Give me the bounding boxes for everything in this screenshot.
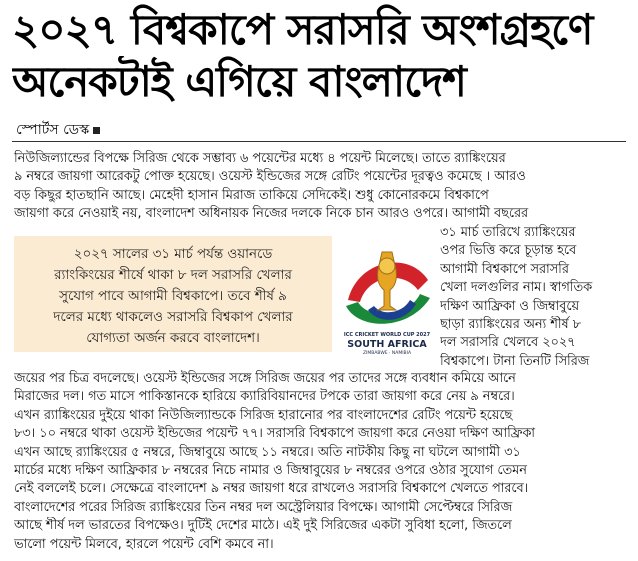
pull-quote <box>14 236 332 352</box>
text-line: আছে শীর্ষ দল ভারতের বিপক্ষেও। দুটিই দেশের মাঠে। এই দুই সিরিজের একটা সুবিধা হলো, জিতলে <box>14 518 512 534</box>
text-line: ওপর ভিত্তি করে চূড়ান্ত হবে <box>440 243 577 259</box>
square-bullet-icon <box>93 127 100 134</box>
byline-desk: স্পোর্টস ডেস্ক <box>16 122 90 138</box>
text-line: জায়গা করে নেওয়াই নয়, বাংলাদেশ অধিনায়ক নিজের দলকে নিকে চান আরও ওপরে। আগামী বছরের <box>14 206 529 222</box>
logo-caption-1: ICC CRICKET WORLD CUP 2027 <box>343 332 431 338</box>
text-line: বড় কিছুর হাতছানি আছে। মেহেদী হাসান মিরাজ তাকিয়ে সেদিকেই। শুধু কোনোরকমে বিশ্বকাপে <box>14 187 489 203</box>
text-line: বিশ্বকাপে। টানা তিনটি সিরিজ <box>440 353 590 369</box>
pull-quote-line: ২০২৭ সালের ৩১ মার্চ পর্যন্ত ওয়ানডে <box>73 247 273 262</box>
byline <box>16 118 100 142</box>
text-line: এখন র‍্যাঙ্কিংয়ের দুইয়ে থাকা নিউজিল্যান্ডকে সিরিজ হারানোর পর বাংলাদেশের রেটিং পয়েন্ট হয়েছে <box>14 407 513 423</box>
text-line: বাংলাদেশের পরের সিরিজ র‍্যাঙ্কিংয়ের তিন নম্বর দল অস্ট্রেলিয়ার বিপক্ষে। আগামী সেপ্টেম্বরে সিরিজ <box>14 499 513 515</box>
text-line: ভালো পয়েন্ট মিলবে, হারলে পয়েন্ট বেশি কমবে না। <box>14 536 274 552</box>
text-line: মার্চের মধ্যে দক্ষিণ আফ্রিকার ৮ নম্বরের নিচে নামার ও জিম্বাবুয়ের ৮ নম্বরের ওপরে ওঠার সুযোগ তেমন <box>14 463 527 479</box>
trophy-emblem-icon <box>338 240 436 332</box>
text-line: ৩১ মার্চ তারিখে র‍্যাঙ্কিংয়ের <box>440 225 576 240</box>
text-line: এখন আছে র‍্যাঙ্কিংয়ের ৫ নম্বরে, জিম্বাবুয়ে আছে ১১ নম্বরে। অতি নাটকীয় কিছু না ঘটলে আগামী ৩১ <box>14 444 521 460</box>
article-paragraph-top <box>14 150 626 224</box>
logo-caption-3: ZIMBABWE · NAMIBIA <box>362 351 412 356</box>
text-line: খেলা দলগুলির নাম। স্বাগতিক <box>440 280 593 296</box>
article-paragraph-right <box>440 224 628 371</box>
text-line: জয়ের পর চিত্র বদলেছে। ওয়েস্ট ইন্ডিজের সঙ্গে সিরিজ জয়ের পর তাদের সঙ্গে ব্যবধান কমিয়ে আনে <box>14 371 516 386</box>
text-line: মিরাজের দল। গত মাসে পাকিস্তানকে হারিয়ে ক্যারিবিয়ানদের টপকে তারা জায়গা করে নেয় ৯ নম্বরে। <box>14 389 515 405</box>
text-line: ছাড়া র‍্যাঙ্কিংয়ের অন্য শীর্ষ ৮ <box>440 317 581 333</box>
pull-quote-line: যোগ্যতা অর্জন করবে বাংলাদেশ। <box>86 331 260 346</box>
headline-line-1: ২০২৭ বিশ্বকাপে সরাসরি অংশগ্রহণে <box>12 5 593 54</box>
text-line: নিউজিল্যান্ডের বিপক্ষে সিরিজ থেকে সম্ভাব্য ৬ পয়েন্টের মধ্যে ৪ পয়েন্ট মিলেছে। তাতে র‍্যাঙ্কিংয়ের <box>14 151 506 166</box>
headline <box>12 4 632 108</box>
text-line: নেই বললেই চলে। সেক্ষেত্রে বাংলাদেশ ৯ নম্বর জায়গা ধরে রাখলেও সরাসরি বিশ্বকাপে খেলতে পারবে। <box>14 481 529 497</box>
article-paragraph-bottom <box>14 370 626 554</box>
pull-quote-line: র‍্যাংকিংয়ের শীর্ষে থাকা ৮ দল সরাসরি খেলার <box>54 268 292 283</box>
text-line: আগামী বিশ্বকাপে সরাসরি <box>440 261 569 277</box>
world-cup-logo <box>338 240 436 360</box>
text-line: ৮৩। ১০ নম্বরে থাকা ওয়েস্ট ইন্ডিজের পয়েন্ট ৭৭। সরাসরি বিশ্বকাপে জায়গা করে নেওয়া দক্ষিণ আফ্রিকা <box>14 426 535 442</box>
text-line: ৯ নম্বরে জায়গা আরেকটু পোক্ত হয়েছে। ওয়েস্ট ইন্ডিজের সঙ্গে রেটিং পয়েন্টের দূরত্বও কমেছে । আরও <box>14 169 526 185</box>
text-line: দল সরাসরি খেলবে ২০২৭ <box>440 335 576 351</box>
headline-line-2: অনেকটাই এগিয়ে বাংলাদেশ <box>12 57 466 106</box>
divider <box>12 141 626 142</box>
pull-quote-line: সুযোগ পাবে আগামী বিশ্বকাপে। তবে শীর্ষ ৯ <box>59 289 287 304</box>
logo-caption-2: SOUTH AFRICA <box>347 339 427 350</box>
text-line: দক্ষিণ আফ্রিকা ও জিম্বাবুয়ে <box>440 298 580 314</box>
pull-quote-line: দলের মধ্যে থাকলেও সরাসরি বিশ্বকাপ খেলার <box>53 310 293 325</box>
